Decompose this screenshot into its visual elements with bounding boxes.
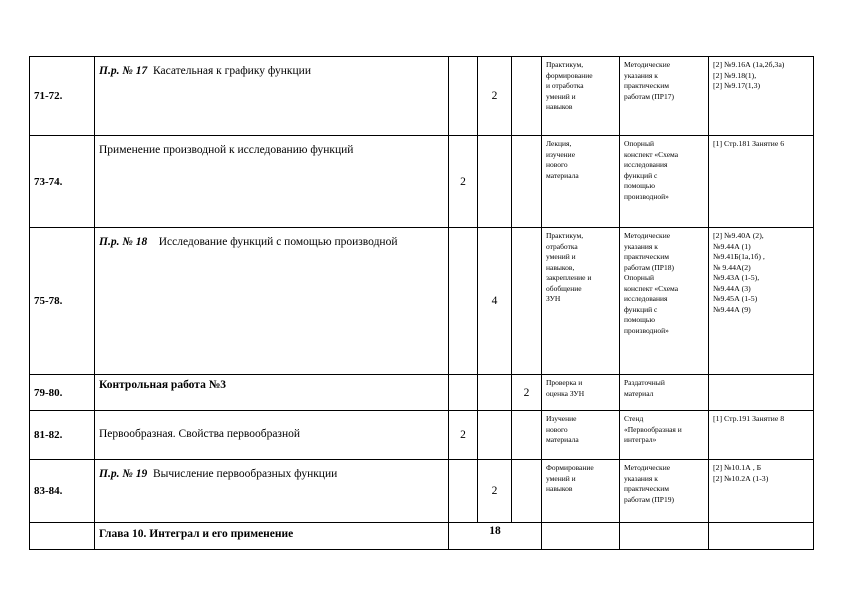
chapter-title: Глава 10. Интеграл и его применение (95, 523, 449, 550)
lesson-topic (95, 411, 449, 460)
hours-practice (478, 375, 512, 411)
literature: [2] №9.16А (1а,2б,3а) [2] №9.18(1), [2] №9.17(1,3) (709, 57, 814, 136)
hours-lecture (449, 375, 478, 411)
chapter-lit-cell (709, 523, 814, 550)
topic-text: Контрольная работа №3 (99, 379, 226, 391)
lesson-form: Лекция, изучение нового материала (542, 136, 620, 228)
table-row (30, 375, 814, 411)
lesson-number: 79-80. (30, 375, 95, 411)
lesson-number: 81-82. (30, 411, 95, 460)
topic-text: Касательная к графику функции (152, 65, 311, 77)
chapter-row (30, 523, 814, 550)
lesson-topic (95, 136, 449, 228)
hours-lecture (449, 460, 478, 523)
table-row (30, 136, 814, 228)
hours-control (512, 411, 542, 460)
literature: [1] Стр.191 Занятие 8 (709, 411, 814, 460)
lesson-topic (95, 460, 449, 523)
lesson-form: Проверка и оценка ЗУН (542, 375, 620, 411)
table-row (30, 411, 814, 460)
topic-text: Первообразная. Свойства первообразной (99, 427, 301, 440)
lesson-number: 83-84. (30, 460, 95, 523)
practical-work-label: П.р. № 17 (99, 65, 148, 77)
practical-work-label: П.р. № 18 (99, 236, 148, 248)
literature (709, 375, 814, 411)
hours-control (512, 228, 542, 375)
lesson-form: Практикум, отработка умений и навыков, закрепление и обобщение ЗУН (542, 228, 620, 375)
chapter-total-hours: 18 (449, 523, 542, 550)
hours-practice (478, 411, 512, 460)
topic-text: Применение производной к исследованию функций (99, 144, 354, 156)
methodical-support: Методические указания к практическим работам (ПР19) (620, 460, 709, 523)
topic-text: Вычисление первообразных функции (152, 468, 338, 480)
hours-control: 2 (512, 375, 542, 411)
hours-practice: 2 (478, 460, 512, 523)
hours-practice: 4 (478, 228, 512, 375)
hours-control (512, 136, 542, 228)
topic-text: Исследование функций с помощью производной (158, 236, 398, 248)
literature: [2] №9.40А (2), №9.44А (1) №9.41Б(1а,1б) , № 9.44А(2) №9.43А (1-5), №9.44А (3) №9.45А (1-5) №9.44А (9) (709, 228, 814, 375)
literature: [1] Стр.181 Занятие 6 (709, 136, 814, 228)
lesson-plan-table (29, 56, 814, 550)
practical-work-label: П.р. № 19 (99, 468, 148, 480)
lesson-form: Практикум, формирование и отработка умений и навыков (542, 57, 620, 136)
lesson-form: Изучение нового материала (542, 411, 620, 460)
hours-control (512, 57, 542, 136)
lesson-number: 71-72. (30, 57, 95, 136)
methodical-support: Раздаточный материал (620, 375, 709, 411)
methodical-support: Методические указания к практическим работам (ПР17) (620, 57, 709, 136)
chapter-method-cell (620, 523, 709, 550)
hours-lecture (449, 228, 478, 375)
lesson-number: 75-78. (30, 228, 95, 375)
chapter-form-cell (542, 523, 620, 550)
table-row (30, 57, 814, 136)
table-body (30, 57, 814, 550)
table-row (30, 228, 814, 375)
hours-practice: 2 (478, 57, 512, 136)
methodical-support: Опорный конспект «Схема исследования функций с помощью производной» (620, 136, 709, 228)
lesson-number: 73-74. (30, 136, 95, 228)
literature: [2] №10.1А , Б [2] №10.2А (1-3) (709, 460, 814, 523)
lesson-topic (95, 375, 449, 411)
hours-lecture: 2 (449, 411, 478, 460)
table-row (30, 460, 814, 523)
chapter-number-cell (30, 523, 95, 550)
lesson-topic (95, 57, 449, 136)
hours-control (512, 460, 542, 523)
hours-lecture: 2 (449, 136, 478, 228)
hours-practice (478, 136, 512, 228)
methodical-support: Стенд «Первообразная и интеграл» (620, 411, 709, 460)
hours-lecture (449, 57, 478, 136)
methodical-support: Методические указания к практическим работам (ПР18) Опорный конспект «Схема исследования функций с помощью производной» (620, 228, 709, 375)
lesson-form: Формирование умений и навыков (542, 460, 620, 523)
lesson-topic (95, 228, 449, 375)
